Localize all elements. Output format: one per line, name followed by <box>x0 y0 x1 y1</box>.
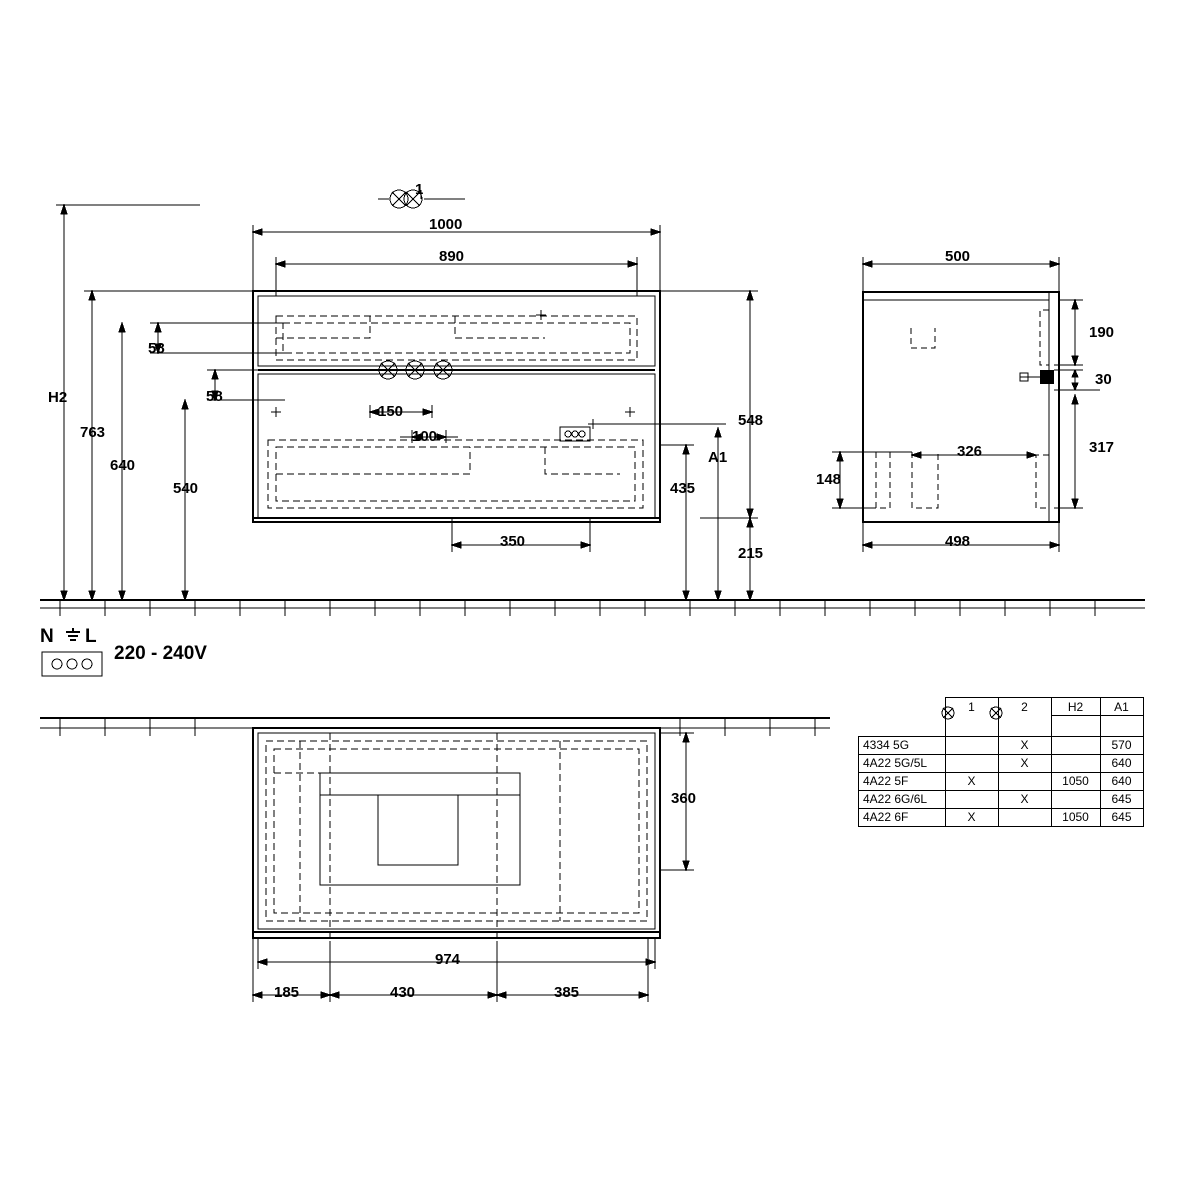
row-c1 <box>945 790 998 808</box>
row-a1: 645 <box>1100 808 1143 826</box>
row-a1: 640 <box>1100 754 1143 772</box>
row-c2 <box>998 772 1051 790</box>
dim-763: 763 <box>80 424 106 441</box>
dim-185: 185 <box>274 984 300 1001</box>
table-row <box>859 736 1144 754</box>
row-name: 4A22 5G/5L <box>859 754 946 772</box>
dim-58-lower: 58 <box>206 388 223 405</box>
dim-150: 150 <box>378 403 404 420</box>
dim-385: 385 <box>554 984 580 1001</box>
voltage-label: 220 - 240V <box>114 643 207 664</box>
row-c1: X <box>945 808 998 826</box>
dim-360: 360 <box>671 790 697 807</box>
table-spacer-row <box>859 716 1144 737</box>
dim-435: 435 <box>670 480 696 497</box>
row-a1: 645 <box>1100 790 1143 808</box>
dim-500: 500 <box>945 248 971 265</box>
row-name: 4334 5G <box>859 736 946 754</box>
terminal-N-label: N <box>40 626 54 647</box>
table-header-row <box>859 698 1144 716</box>
dim-H2: H2 <box>48 389 68 406</box>
row-c2 <box>998 808 1051 826</box>
header-col-2: 2 <box>998 698 1051 716</box>
table-row <box>859 772 1144 790</box>
dim-A1: A1 <box>708 449 728 466</box>
dim-540: 540 <box>173 480 199 497</box>
dim-430: 430 <box>390 984 416 1001</box>
table-row <box>859 754 1144 772</box>
row-name: 4A22 6F <box>859 808 946 826</box>
dim-width-total: 1000 <box>429 216 463 233</box>
dim-148: 148 <box>816 471 842 488</box>
dim-548: 548 <box>738 412 764 429</box>
variant-table <box>858 697 1144 827</box>
terminal-L-label: L <box>85 626 97 647</box>
row-a1: 570 <box>1100 736 1143 754</box>
header-col-h2: H2 <box>1051 698 1100 716</box>
row-c2: X <box>998 790 1051 808</box>
row-c1: X <box>945 772 998 790</box>
dim-100: 100 <box>412 428 438 445</box>
row-h2: 1050 <box>1051 808 1100 826</box>
dim-350: 350 <box>500 533 526 550</box>
header-col-a1: A1 <box>1100 698 1143 716</box>
row-c2: X <box>998 736 1051 754</box>
dim-width-inner: 890 <box>439 248 465 265</box>
row-c1 <box>945 736 998 754</box>
row-name: 4A22 6G/6L <box>859 790 946 808</box>
row-h2 <box>1051 754 1100 772</box>
dim-640: 640 <box>110 457 136 474</box>
table-row <box>859 790 1144 808</box>
row-a1: 640 <box>1100 772 1143 790</box>
callout-1-label: 1 <box>415 181 424 198</box>
row-c2: X <box>998 754 1051 772</box>
row-name: 4A22 5F <box>859 772 946 790</box>
dim-30: 30 <box>1095 371 1112 388</box>
dim-326: 326 <box>957 443 983 460</box>
dim-215: 215 <box>738 545 764 562</box>
table-row <box>859 808 1144 826</box>
header-col-1: 1 <box>945 698 998 716</box>
dim-58-upper: 58 <box>148 340 165 357</box>
dim-498: 498 <box>945 533 971 550</box>
row-h2 <box>1051 736 1100 754</box>
dim-974: 974 <box>435 951 461 968</box>
dim-317: 317 <box>1089 439 1115 456</box>
dim-190: 190 <box>1089 324 1115 341</box>
row-h2: 1050 <box>1051 772 1100 790</box>
row-h2 <box>1051 790 1100 808</box>
row-c1 <box>945 754 998 772</box>
